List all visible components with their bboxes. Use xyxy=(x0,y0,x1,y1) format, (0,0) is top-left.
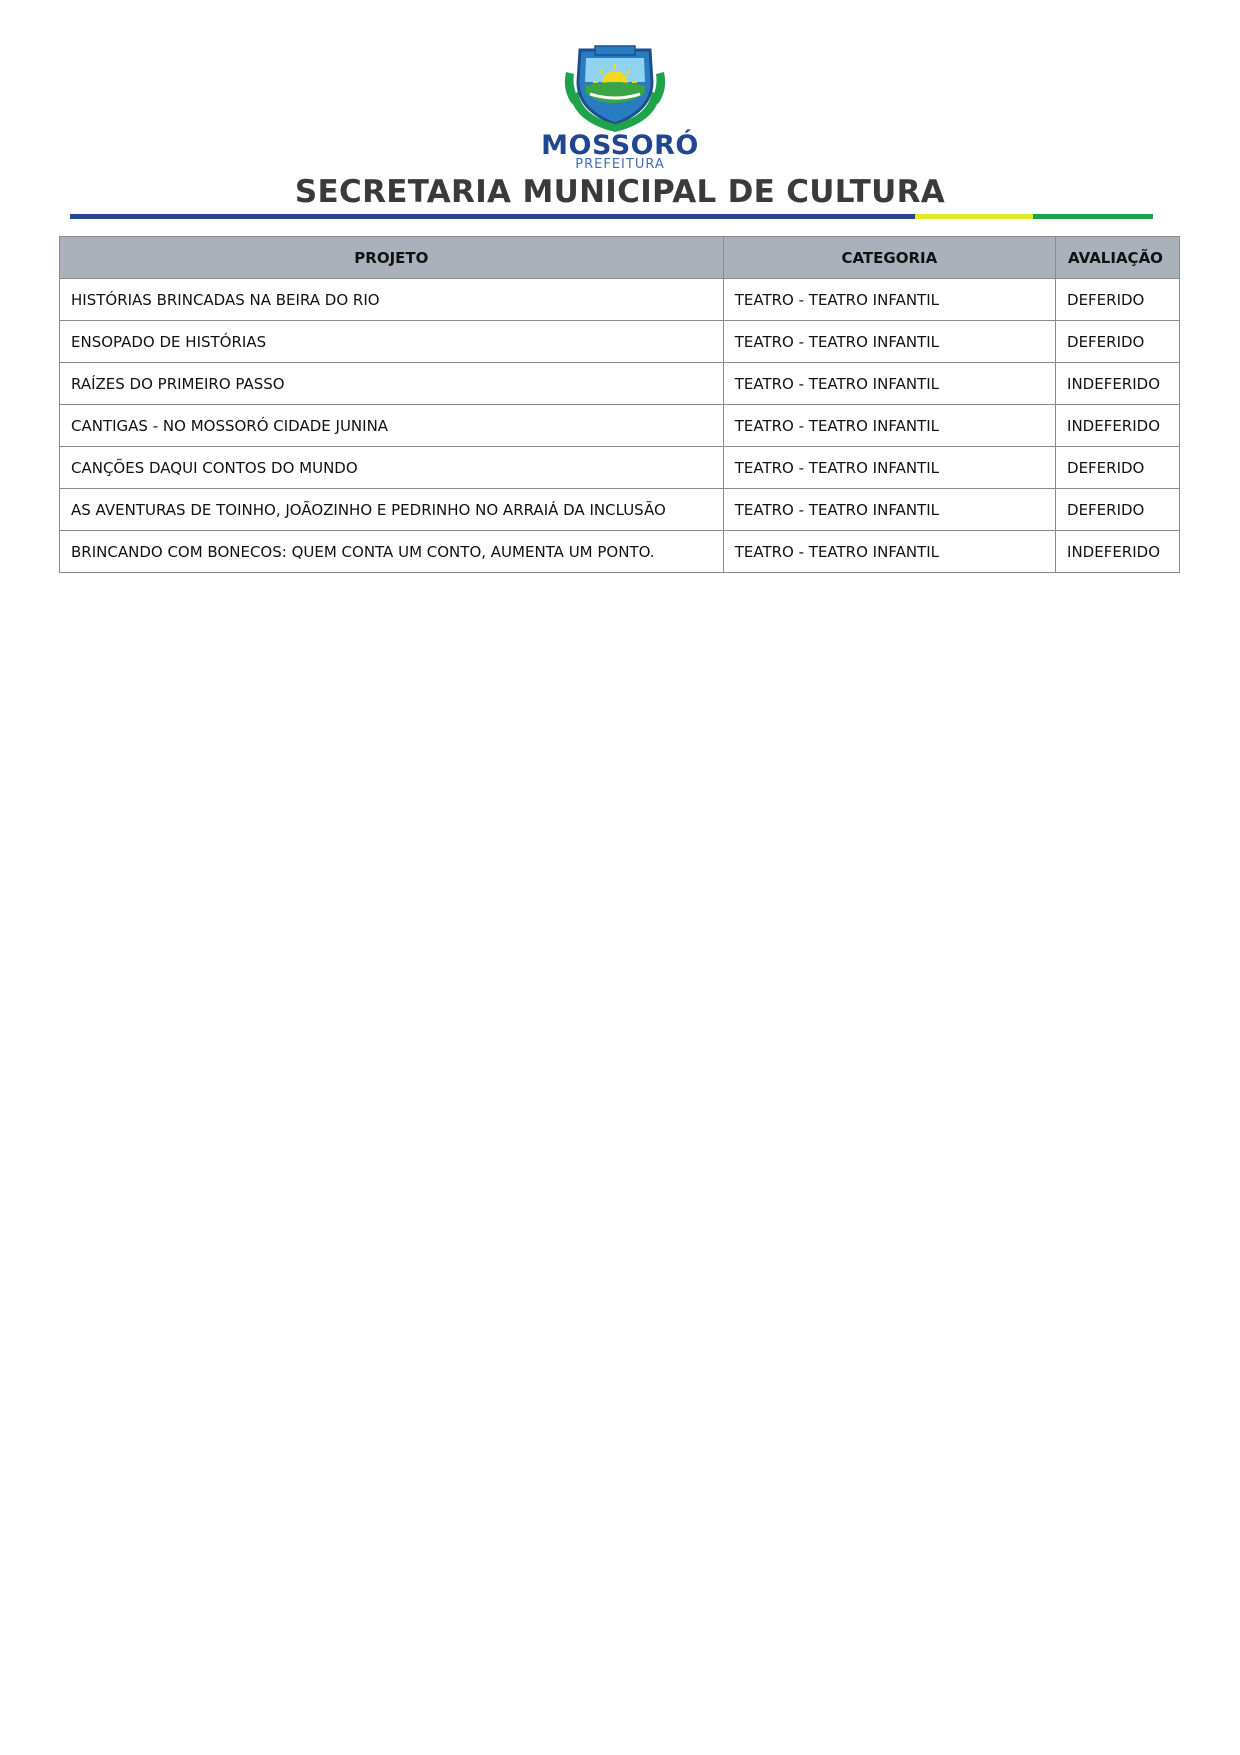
table-body xyxy=(60,279,1180,573)
department-title: SECRETARIA MUNICIPAL DE CULTURA xyxy=(294,174,946,210)
cell-projeto: HISTÓRIAS BRINCADAS NA BEIRA DO RIO xyxy=(60,279,724,321)
table-header xyxy=(60,237,1180,279)
header-categoria: CATEGORIA xyxy=(723,237,1055,279)
cell-projeto: ENSOPADO DE HISTÓRIAS xyxy=(60,321,724,363)
table-row xyxy=(60,489,1180,531)
table-row xyxy=(60,405,1180,447)
coat-of-arms-icon xyxy=(560,42,670,137)
mossoro-coat-of-arms-logo xyxy=(560,42,670,137)
header-stripe-yellow xyxy=(915,214,1033,219)
cell-avaliacao: DEFERIDO xyxy=(1056,447,1180,489)
cell-categoria: TEATRO - TEATRO INFANTIL xyxy=(723,447,1055,489)
cell-avaliacao: INDEFERIDO xyxy=(1056,405,1180,447)
header-row xyxy=(60,237,1180,279)
cell-categoria: TEATRO - TEATRO INFANTIL xyxy=(723,321,1055,363)
cell-avaliacao: DEFERIDO xyxy=(1056,279,1180,321)
brand-subtitle: PREFEITURA xyxy=(575,157,665,172)
header-avaliacao: AVALIAÇÃO xyxy=(1056,237,1180,279)
cell-categoria: TEATRO - TEATRO INFANTIL xyxy=(723,279,1055,321)
table-row xyxy=(60,531,1180,573)
table-row xyxy=(60,363,1180,405)
cell-projeto: AS AVENTURAS DE TOINHO, JOÃOZINHO E PEDRINHO NO ARRAIÁ DA INCLUSÃO xyxy=(60,489,724,531)
table-row xyxy=(60,279,1180,321)
cell-categoria: TEATRO - TEATRO INFANTIL xyxy=(723,489,1055,531)
cell-categoria: TEATRO - TEATRO INFANTIL xyxy=(723,363,1055,405)
results-table xyxy=(59,236,1180,573)
cell-projeto: RAÍZES DO PRIMEIRO PASSO xyxy=(60,363,724,405)
brand-name: MOSSORÓ xyxy=(541,130,699,161)
header-stripe-blue xyxy=(70,214,915,219)
cell-avaliacao: DEFERIDO xyxy=(1056,489,1180,531)
header-stripe-green xyxy=(1033,214,1153,219)
cell-projeto: CANTIGAS - NO MOSSORÓ CIDADE JUNINA xyxy=(60,405,724,447)
cell-categoria: TEATRO - TEATRO INFANTIL xyxy=(723,531,1055,573)
cell-avaliacao: INDEFERIDO xyxy=(1056,531,1180,573)
cell-categoria: TEATRO - TEATRO INFANTIL xyxy=(723,405,1055,447)
cell-avaliacao: INDEFERIDO xyxy=(1056,363,1180,405)
cell-projeto: BRINCANDO COM BONECOS: QUEM CONTA UM CONTO, AUMENTA UM PONTO. xyxy=(60,531,724,573)
cell-avaliacao: DEFERIDO xyxy=(1056,321,1180,363)
table-row xyxy=(60,321,1180,363)
table-row xyxy=(60,447,1180,489)
cell-projeto: CANÇÕES DAQUI CONTOS DO MUNDO xyxy=(60,447,724,489)
document-header xyxy=(0,0,1240,225)
header-projeto: PROJETO xyxy=(60,237,724,279)
